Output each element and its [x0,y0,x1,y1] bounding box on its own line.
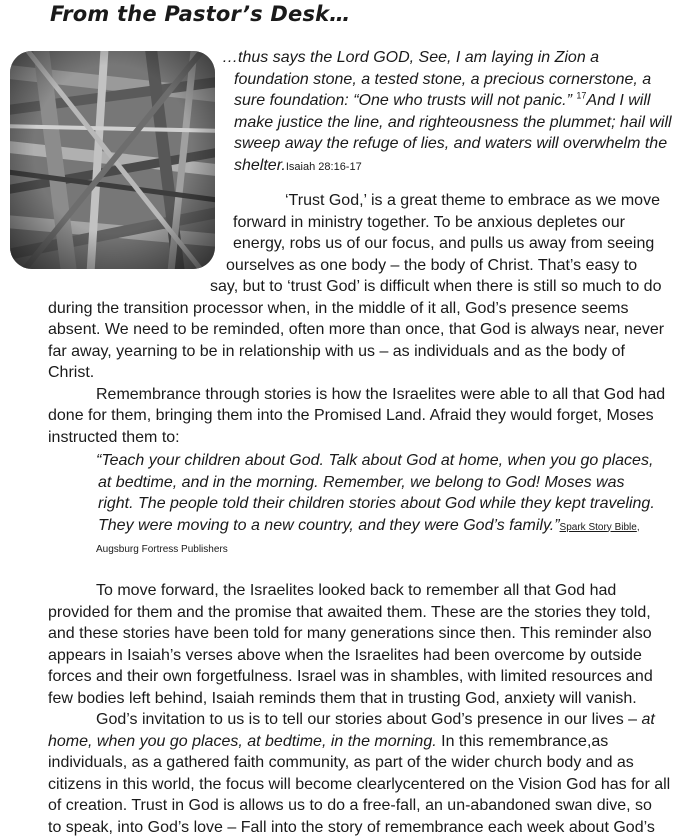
epigraph-line: make justice the line, and righteousness the plummet; hail will [222,112,674,134]
quote-text: They were moving to a new country, and they were God’s family.” [98,517,560,534]
page-title: From the Pastor’s Desk… [50,2,351,26]
paragraph-line [48,709,678,731]
quote-publisher: Augsburg Fortress Publishers [48,538,678,562]
paragraph-line: forward in ministry together. To be anxious depletes our [48,212,678,234]
paragraph-text: God’s invitation to us is to tell our stories about God’s presence in our lives – [96,711,641,728]
scripture-epigraph [222,47,674,178]
epigraph-line: foundation stone, a tested stone, a precious cornerstone, a [222,69,674,91]
paragraph-line: during the transition processor when, in the middle of it all, God’s presence seems [48,298,678,320]
quote-line: at bedtime, and in the morning. Remember, we belong to God! Moses was [48,472,678,494]
paragraph-line [48,731,678,753]
epigraph-line: sweep away the refuge of lies, and waters will overwhelm the [222,133,674,155]
paragraph-line: of creation. Trust in God is allows us to do a free-fall, an un-abandoned swan dive, so [48,795,678,817]
paragraph-line: absent. We need to be reminded, often more than once, that God is always near, never [48,319,678,341]
epigraph-line [222,90,674,112]
epigraph-line: …thus says the Lord GOD, See, I am laying in Zion a [222,47,674,69]
paragraph-line: Christ. [48,362,678,384]
quote-line [48,515,678,539]
quote-source-title: Spark Story Bible [560,522,637,533]
paragraph-line: and these stories have been told for many generations since then. This reminder also [48,623,678,645]
epigraph-text: shelter. [234,157,286,174]
scripture-citation: Isaiah 28:16-17 [286,161,362,173]
paragraph-line: appears in Isaiah’s verses above when the Israelites had been overcome by outside [48,645,678,667]
paragraph-line: To move forward, the Israelites looked back to remember all that God had [48,580,678,602]
paragraph-line: far away, yearning to be in relationship with us – as individuals and as the body of [48,341,678,363]
epigraph-text: sure foundation: “One who trusts will not panic.” [234,92,576,109]
paragraph-line: say, but to ‘trust God’ is difficult when there is still so much to do [48,276,678,298]
paragraph-emphasis: home, when you go places, at bedtime, in the morning. [48,733,437,750]
paragraph-line: forces and their own forgetfulness. Israel was in shambles, with limited resources and [48,666,678,688]
paragraph-text: In this remembrance,as [437,733,609,750]
verse-number: 17 [576,91,586,101]
paragraph-line: energy, robs us of our focus, and pulls us away from seeing [48,233,678,255]
paragraph-line: instructed them to: [48,427,678,449]
epigraph-line [222,155,674,179]
paragraph-line: few bodies left behind, Isaiah reminds them that in trusting God, anxiety will vanish. [48,688,678,710]
quote-line: “Teach your children about God. Talk about God at home, when you go places, [48,450,678,472]
paragraph-line: done for them, bringing them into the Promised Land. Afraid they would forget, Moses [48,405,678,427]
paragraph-line: provided for them and the promise that awaited them. These are the stories they told, [48,602,678,624]
quote-line: right. The people told their children stories about God while they kept traveling. [48,493,678,515]
epigraph-text: And I will [586,92,650,109]
paragraph-line: individuals, as a gathered faith community, as part of the wider church body and as [48,752,678,774]
paragraph-emphasis: at [641,711,654,728]
paragraph-line: citizens in this world, the focus will become clearlycentered on the Vision God has for all [48,774,678,796]
paragraph-line: Remembrance through stories is how the Israelites were able to all that God had [48,384,678,406]
paragraph-line: ‘Trust God,’ is a great theme to embrace as we move [48,190,678,212]
paragraph-line: to speak, into God’s love – Fall into the story of remembrance each week about God’s [48,817,678,838]
article-body [48,190,678,838]
quote-source-comma: , [637,522,640,533]
paragraph-line: ourselves as one body – the body of Christ. That’s easy to [48,255,678,277]
